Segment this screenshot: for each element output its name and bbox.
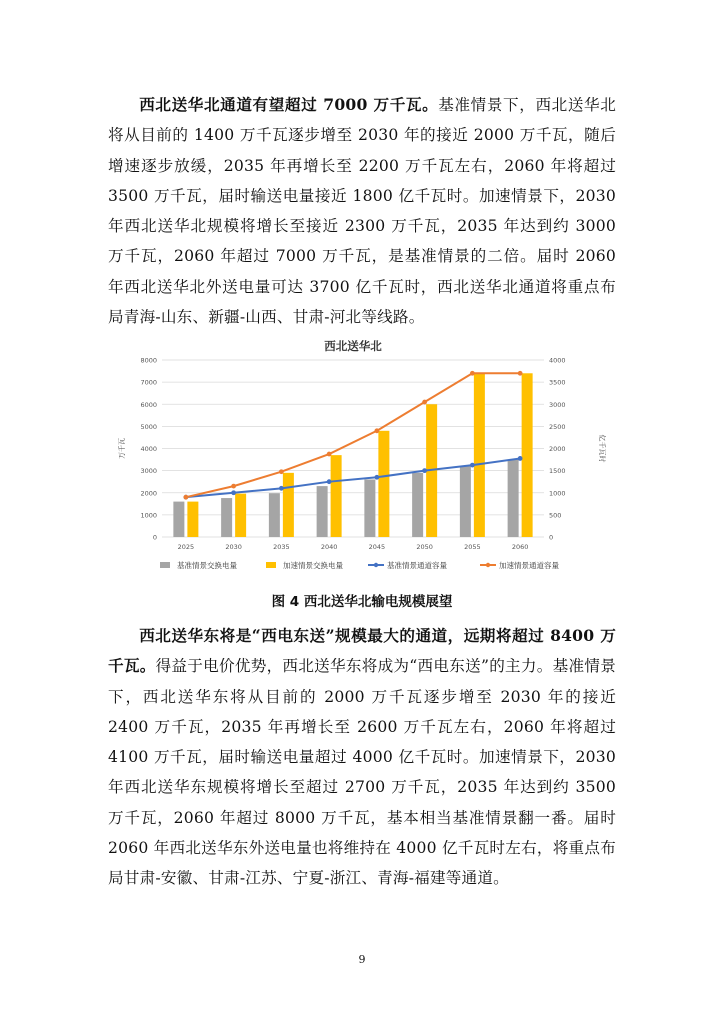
chart-svg bbox=[108, 330, 616, 580]
y-tick-right: 3500 bbox=[549, 378, 566, 387]
line-point bbox=[279, 469, 284, 474]
y-tick-right: 1000 bbox=[549, 489, 566, 498]
line-point bbox=[327, 479, 332, 484]
x-tick: 2040 bbox=[320, 543, 338, 551]
line-point bbox=[183, 495, 188, 500]
legend-label: 加速情景交换电量 bbox=[283, 561, 343, 570]
y-tick-left: 6000 bbox=[140, 400, 157, 409]
bar bbox=[378, 431, 389, 537]
legend-label: 基准情景通道容量 bbox=[387, 561, 447, 570]
line-point bbox=[470, 371, 475, 376]
bar bbox=[474, 373, 485, 537]
y-axis-label-right: 亿千瓦时 bbox=[598, 434, 606, 463]
bar bbox=[364, 479, 375, 537]
bar bbox=[269, 493, 280, 537]
line-point bbox=[374, 475, 379, 480]
x-tick: 2050 bbox=[416, 543, 433, 551]
x-tick: 2030 bbox=[225, 543, 242, 551]
y-tick-left: 3000 bbox=[140, 467, 157, 476]
bar bbox=[173, 502, 184, 537]
line-point bbox=[518, 371, 523, 376]
y-tick-left: 8000 bbox=[140, 356, 157, 365]
paragraph-body: 得益于电价优势，西北送华东将成为“西电东送”的主力。基准情景下，西北送华东将从目前的 2000 万千瓦逐步增至 2030 年的接近 2400 万千瓦，2035 年再增长至 2600 万千瓦左右，2060 年将超过 4100 万千瓦，届时输送电量超过 4000 亿千瓦时。加速情景下，2030 年西北送华东规模将增长至超过 2700 万千瓦，2035 年达到约 3500 万千瓦，2060 年超过 8000 万千瓦，基本相当基准情景翻一番。届时 2060 年西北送华东外送电量也将维持在 4000 亿千瓦时左右，将重点布局甘肃-安徽、甘肃-江苏、宁夏-浙江、青海-福建等通道。 bbox=[108, 657, 616, 888]
line-point bbox=[231, 490, 236, 495]
y-tick-left: 1000 bbox=[140, 511, 157, 520]
legend-swatch bbox=[266, 562, 276, 568]
paragraph-northwest-to-east-china bbox=[108, 621, 616, 894]
bar bbox=[460, 466, 471, 537]
figure-caption: 图 4 西北送华北输电规模展望 bbox=[271, 594, 453, 610]
bar bbox=[283, 473, 294, 537]
y-tick-right: 3000 bbox=[549, 400, 566, 409]
y-tick-right: 2000 bbox=[549, 445, 566, 453]
legend-swatch-marker bbox=[374, 563, 378, 567]
legend-swatch-marker bbox=[486, 563, 490, 567]
y-tick-left: 2000 bbox=[140, 489, 157, 498]
y-tick-left: 7000 bbox=[140, 378, 157, 387]
line-point bbox=[422, 468, 427, 473]
y-axis-label-left: 万千瓦 bbox=[118, 438, 126, 459]
y-tick-right: 2500 bbox=[549, 422, 566, 431]
legend-label: 加速情景通道容量 bbox=[499, 561, 559, 570]
bar bbox=[508, 460, 519, 537]
line-point bbox=[279, 486, 284, 491]
paragraph-lead: 西北送华东将是“西电东送”规模最大的通道，远期将超过 8400 万千瓦。 bbox=[108, 626, 616, 676]
line-point bbox=[518, 456, 523, 461]
x-tick: 2025 bbox=[177, 543, 195, 551]
x-tick: 2055 bbox=[464, 543, 481, 551]
y-tick-right: 4000 bbox=[549, 356, 566, 365]
legend-label: 基准情景交换电量 bbox=[177, 561, 237, 570]
bar bbox=[235, 494, 246, 537]
paragraph-northwest-to-north-china bbox=[108, 90, 616, 332]
bar bbox=[317, 486, 328, 537]
page-number: 9 bbox=[358, 953, 366, 966]
x-tick: 2045 bbox=[368, 543, 386, 551]
bar bbox=[331, 455, 342, 537]
y-tick-left: 4000 bbox=[140, 445, 157, 453]
bar bbox=[187, 502, 198, 537]
paragraph-body: 基准情景下，西北送华北将从目前的 1400 万千瓦逐步增至 2030 年的接近 2000 万千瓦，随后增速逐步放缓，2035 年再增长至 2200 万千瓦左右，2060 年将超过 3500 万千瓦，届时输送电量接近 1800 亿千瓦时。加速情景下，2030 年西北送华北规模将增长至接近 2300 万千瓦，2035 年达到约 3000 万千瓦，2060 年超过 7000 万千瓦，是基准情景的二倍。届时 2060 年西北送华北外送电量可达 3700 亿千瓦时，西北送华北通道将重点布局青海-山东、新疆-山西、甘肃-河北等线路。 bbox=[108, 96, 616, 327]
legend-swatch bbox=[160, 562, 170, 568]
bar bbox=[412, 473, 423, 537]
y-tick-left: 5000 bbox=[140, 422, 157, 431]
x-tick: 2060 bbox=[511, 543, 529, 551]
x-tick: 2035 bbox=[273, 543, 290, 551]
line-point bbox=[470, 463, 475, 468]
paragraph-lead: 西北送华北通道有望超过 7000 万千瓦。 bbox=[139, 95, 439, 114]
line-point bbox=[422, 400, 427, 405]
bar bbox=[221, 498, 232, 537]
y-tick-left: 0 bbox=[152, 533, 157, 542]
y-tick-right: 0 bbox=[549, 533, 554, 542]
y-tick-right: 500 bbox=[549, 511, 562, 520]
bar bbox=[522, 373, 533, 537]
line-point bbox=[231, 484, 236, 489]
line-point bbox=[374, 428, 379, 433]
chart-northwest-to-north-china bbox=[108, 330, 616, 580]
y-tick-right: 1500 bbox=[549, 467, 566, 476]
line-point bbox=[327, 452, 332, 457]
chart-title: 西北送华北 bbox=[324, 339, 382, 353]
